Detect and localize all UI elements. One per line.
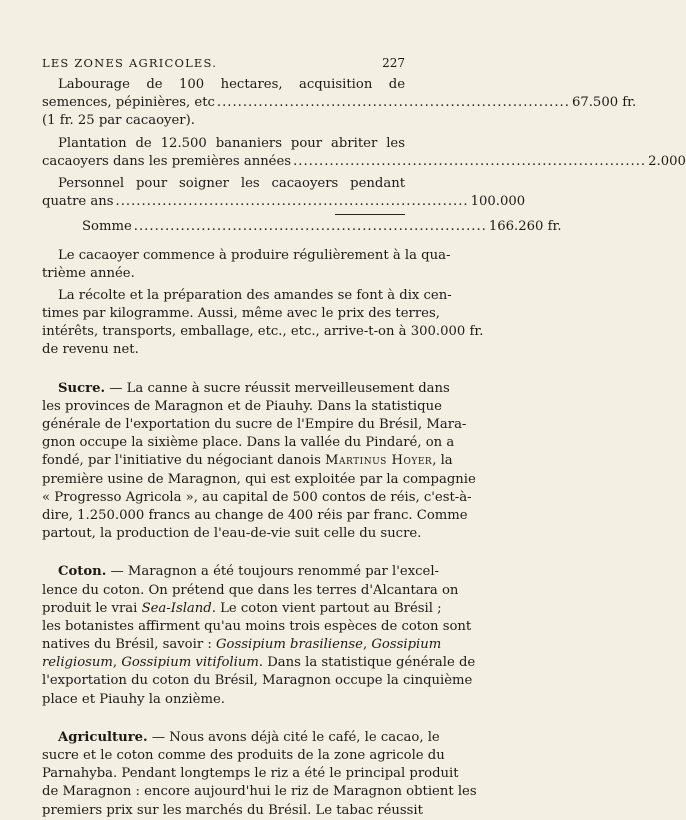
person-name: Martinus Hoyer	[325, 453, 433, 469]
budget-list	[42, 76, 686, 237]
text-line: Sucre. — La canne à sucre réussit merveilleusement dans	[58, 380, 450, 396]
text-line: premiers prix sur les marchés du Brésil. Le tabac réussit	[42, 802, 423, 818]
page-number: 227	[382, 56, 405, 70]
text-line: place et Piauhy la onzième.	[42, 691, 225, 707]
text-line: religiosum, Gossipium vitifolium. Dans la statistique générale de	[42, 655, 476, 671]
budget-item-text: Labourage de 100 hectares, acquisition de	[58, 77, 405, 92]
section-sucre	[42, 380, 476, 544]
text-line: times par kilogramme. Aussi, même avec le prix des terres,	[42, 306, 440, 322]
running-title: LES ZONES AGRICOLES.	[42, 56, 218, 70]
text-line: trième année.	[42, 265, 135, 281]
leader-dots: ....................................................................	[216, 95, 570, 111]
budget-total	[42, 218, 562, 236]
paragraph	[42, 247, 451, 283]
text-line: intérêts, transports, emballage, etc., etc., arrive-t-on à 300.000 fr.	[42, 324, 484, 340]
text-line: fondé, par l'initiative du négociant danois Martinus Hoyer, la	[42, 453, 453, 469]
budget-item-note: (1 fr. 25 par cacaoyer).	[42, 113, 195, 129]
budget-item-label: semences, pépinières, etc	[42, 95, 215, 111]
leader-dots: ....................................................................	[133, 219, 487, 235]
total-rule	[335, 214, 405, 215]
text-line: de revenu net.	[42, 342, 139, 358]
total-label: Somme	[82, 219, 132, 235]
text-line: Agriculture. — Nous avons déjà cité le café, le cacao, le	[58, 729, 440, 745]
budget-item-label: quatre ans	[42, 194, 114, 210]
text-line: sucre et le coton comme des produits de la zone agricole du	[42, 748, 445, 763]
total-amount: 166.260 fr.	[488, 219, 562, 235]
leader-dots: ....................................................................	[293, 153, 647, 169]
budget-item-text: Plantation de 12.500 bananiers pour abriter les	[58, 135, 405, 151]
text-line: gnon occupe la sixième place. Dans la vallée du Pindaré, on a	[42, 435, 455, 451]
text-line: Le cacaoyer commence à produire régulièrement à la qua-	[58, 247, 451, 263]
text-line: « Progresso Agricola », au capital de 500 contos de réis, c'est-à-	[42, 489, 472, 505]
text-line: Coton. — Maragnon a été toujours renommé par l'excel-	[58, 564, 439, 580]
text-line: l'exportation du coton du Brésil, Maragnon occupe la cinquième	[42, 673, 473, 689]
budget-item-entry	[42, 153, 686, 171]
budget-item-label: cacaoyers dans les premières années	[42, 153, 292, 169]
text-line: dire, 1.250.000 francs au change de 400 réis par franc. Comme	[42, 507, 468, 523]
text-line: première usine de Maragnon, qui est exploitée par la compagnie	[42, 471, 476, 487]
section-heading: Coton.	[58, 564, 107, 580]
budget-item	[42, 175, 526, 211]
text-line: produit le vrai Sea-Island. Le coton vient partout au Brésil ;	[42, 600, 442, 616]
paragraph	[42, 287, 484, 360]
text-line: générale de l'exportation du sucre de l'Empire du Brésil, Mara-	[42, 417, 467, 432]
text-line: les botanistes affirment qu'au moins trois espèces de coton sont	[42, 618, 472, 634]
section-agriculture	[42, 729, 477, 820]
text-line: Parnahyba. Pendant longtemps le riz a été le principal produit	[42, 766, 459, 782]
leader-dots: ....................................................................	[115, 194, 469, 210]
budget-item-entry	[42, 94, 637, 112]
budget-item-entry	[42, 193, 526, 211]
section-coton	[42, 563, 476, 709]
budget-item-amount: 100.000	[470, 194, 526, 210]
budget-item-text: Personnel pour soigner les cacaoyers pendant	[58, 175, 405, 191]
page-body	[42, 76, 686, 820]
budget-item-amount: 2.000	[648, 153, 686, 169]
text-line: La récolte et la préparation des amandes se font à dix cen-	[58, 287, 452, 303]
budget-item	[42, 76, 637, 131]
section-heading: Agriculture.	[58, 729, 148, 745]
budget-item	[42, 135, 686, 171]
text-line: de Maragnon : encore aujourd'hui le riz de Maragnon obtient les	[42, 784, 477, 800]
text-line: natives du Brésil, savoir : Gossipium brasiliense, Gossipium	[42, 637, 442, 653]
section-heading: Sucre.	[58, 380, 106, 396]
text-line: lence du coton. On prétend que dans les terres d'Alcantara on	[42, 582, 459, 598]
text-line: les provinces de Maragnon et de Piauhy. Dans la statistique	[42, 398, 442, 414]
running-header	[42, 56, 405, 70]
text-line: partout, la production de l'eau-de-vie suit celle du sucre.	[42, 526, 422, 542]
budget-item-amount: 67.500 fr.	[571, 95, 637, 111]
